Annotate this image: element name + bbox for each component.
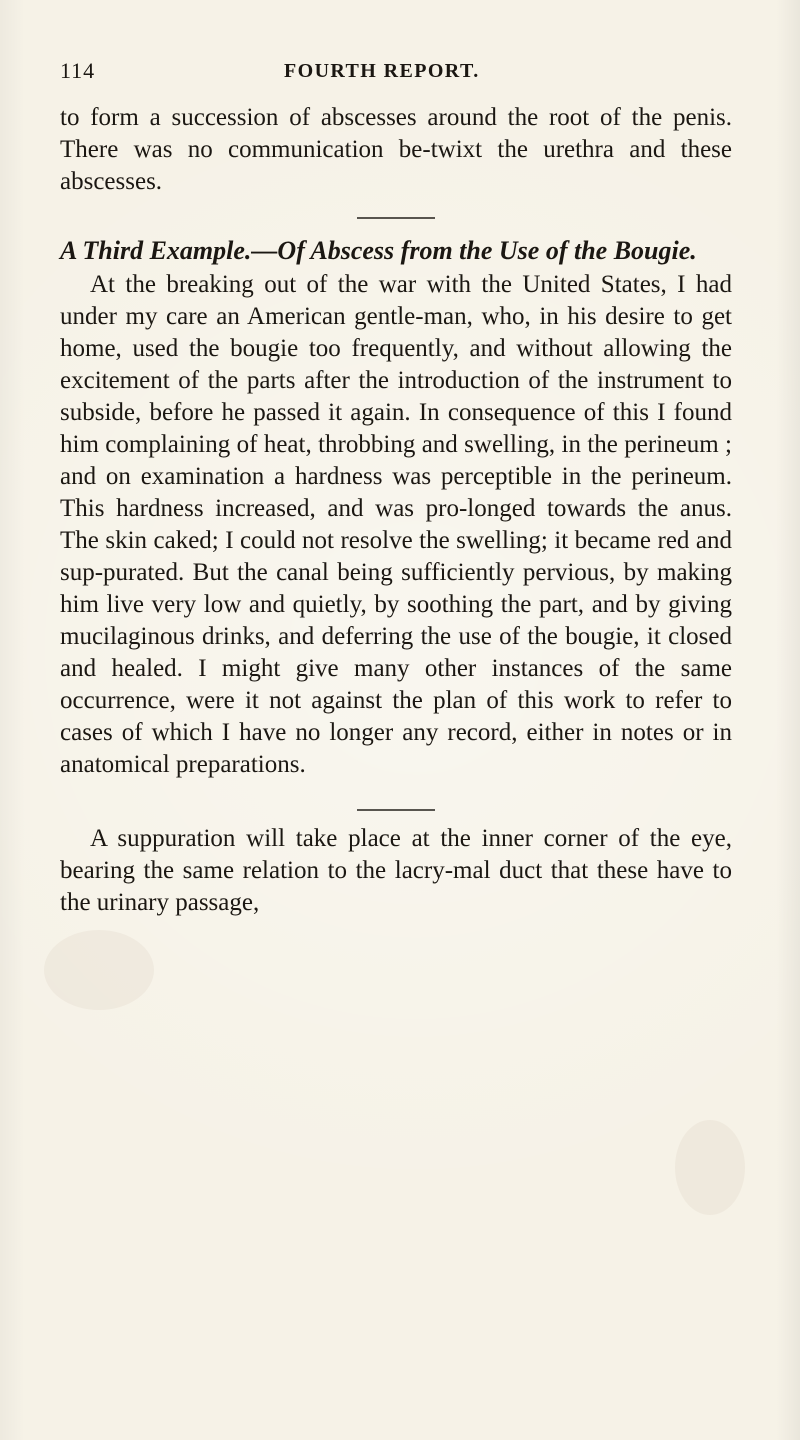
section-heading: A Third Example.—Of Abscess from the Use of the Bougie. [60,236,697,265]
section-divider [357,809,435,811]
intro-paragraph: to form a succession of abscesses around the root of the penis. There was no communication be-twixt the urethra and these abscesses. [60,104,732,195]
paper-stain [44,930,154,1010]
case-paragraph: At the breaking out of the war with the United States, I had under my care an American gentle-man, who, in his desire to get home, used the bougie too frequently, and without allowing the excitement of the parts after the introduction of the instrument to subside, before he passed it again. In consequence of this I found him complaining of heat, throbbing and swelling, in the perineum ; and on examination a hardness was perceptible in the perineum. This hardness increased, and was pro-longed towards the anus. The skin caked; I could not resolve the swelling; it became red and sup-purated. But the canal being sufficiently pervious, by making him live very low and quietly, by soothing the part, and by giving mucilaginous drinks, and deferring the use of the bougie, it closed and healed. I might give many other instances of the same occurrence, were it not against the plan of this work to refer to cases of which I have no longer any record, either in notes or in anatomical preparations. [60,271,732,778]
page-text [60,102,732,919]
page-number: 114 [60,58,96,83]
page-header [60,58,710,90]
section-divider [357,217,435,219]
paper-stain [675,1120,745,1215]
running-head: FOURTH REPORT. [284,60,480,82]
closing-paragraph: A suppuration will take place at the inner corner of the eye, bearing the same relation to the lacry-mal duct that these have to the urinary passage, [60,825,732,916]
